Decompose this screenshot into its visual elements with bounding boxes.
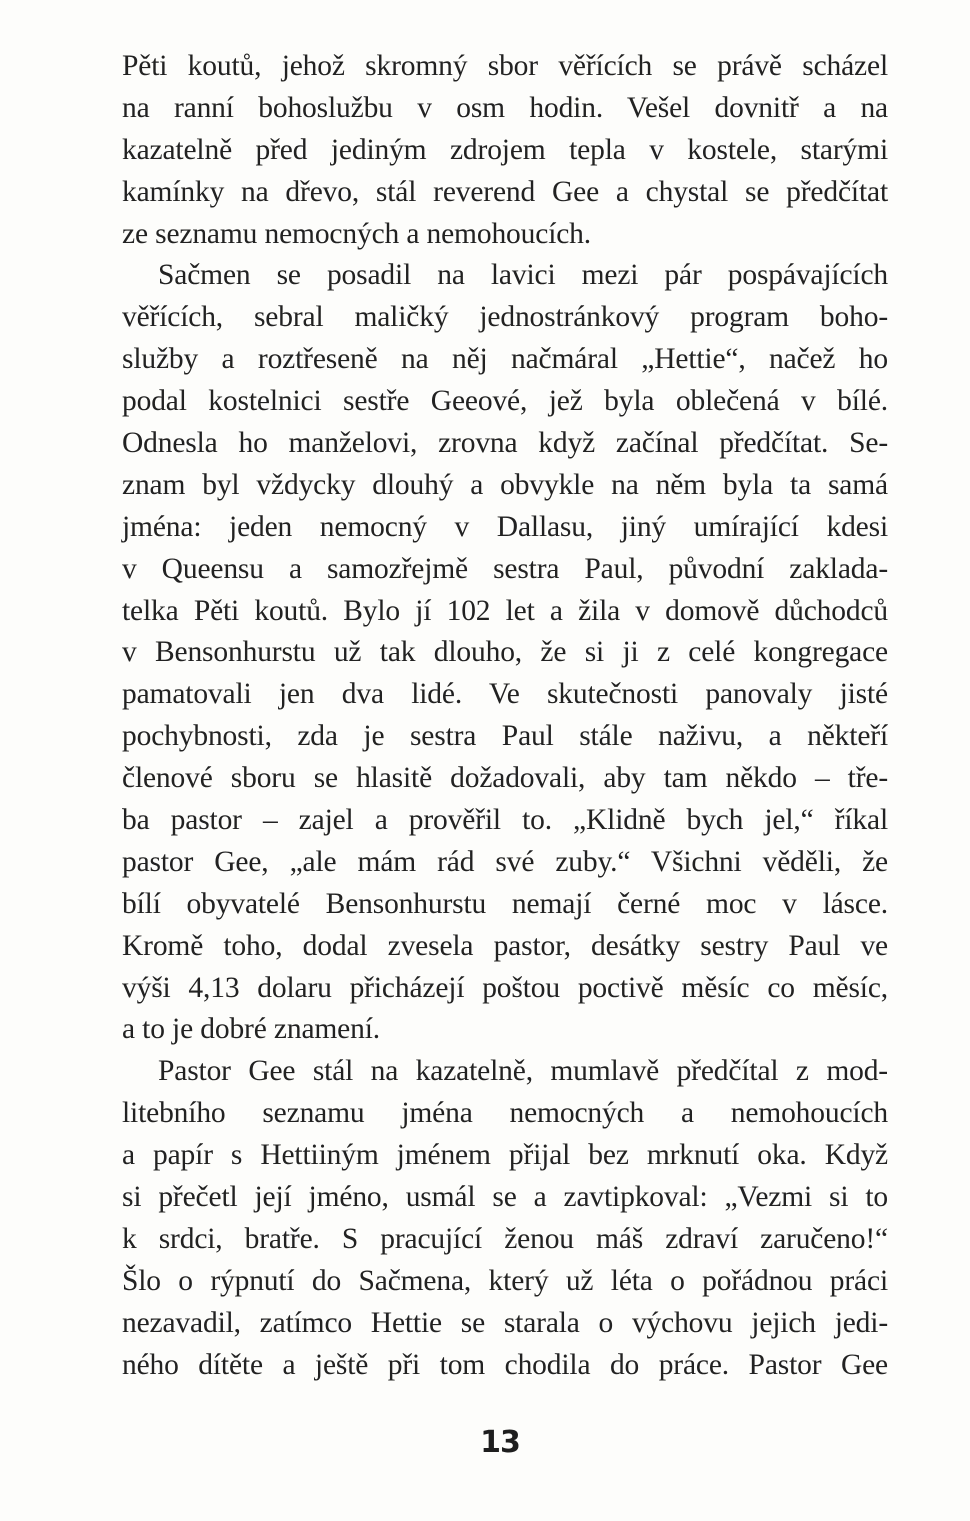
text-line: Kromě toho, dodal zvesela pastor, desátky sestry Paul ve [122, 929, 888, 962]
text-line: k srdci, bratře. S pracující ženou máš zdraví zaručeno!“ [122, 1222, 888, 1255]
text-line: výši 4,13 dolaru přicházejí poštou poctivě měsíc co měsíc, [122, 971, 888, 1004]
text-line: kazatelně před jediným zdrojem tepla v kostele, starými [122, 133, 888, 166]
paragraph-first-line: Pastor Gee stál na kazatelně, mumlavě předčítal z mod- [158, 1055, 888, 1088]
text-line: členové sboru se hlasitě dožadovali, aby tam někdo – tře- [122, 762, 888, 795]
text-line: jména: jeden nemocný v Dallasu, jiný umírající kdesi [122, 510, 888, 543]
text-line: nezavadil, zatímco Hettie se starala o výchovu jejich jedi- [122, 1306, 888, 1339]
text-line: pochybnosti, zda je sestra Paul stále naživu, a někteří [122, 720, 888, 753]
text-line: znam byl vždycky dlouhý a obvykle na něm byla ta samá [122, 468, 888, 501]
text-line: Šlo o rýpnutí do Sačmena, který už léta o pořádnou práci [122, 1264, 888, 1297]
text-line: věřících, sebral maličký jednostránkový program boho- [122, 301, 888, 334]
text-line: Odnesla ho manželovi, zrovna když začínal předčítat. Se- [122, 427, 888, 460]
text-line: a to je dobré znamení. [122, 1013, 380, 1046]
text-line: pastor Gee, „ale mám rád své zuby.“ Všichni věděli, že [122, 845, 888, 878]
text-line: v Queensu a samozřejmě sestra Paul, původní zaklada- [122, 552, 888, 585]
text-line: si přečetl její jméno, usmál se a zavtipkoval: „Vezmi si to [122, 1181, 888, 1214]
text-line: služby a roztřeseně na něj načmáral „Hettie“, načež ho [122, 343, 888, 376]
text-line: litebního seznamu jména nemocných a nemohoucích [122, 1097, 888, 1130]
text-line: ba pastor – zajel a prověřil to. „Klidně bych jel,“ říkal [122, 804, 888, 837]
text-line: kamínky na dřevo, stál reverend Gee a chystal se předčítat [122, 175, 888, 208]
text-line: podal kostelnici sestře Geeové, jež byla oblečená v bílé. [122, 385, 888, 418]
text-line: v Bensonhurstu už tak dlouho, že si ji z celé kongregace [122, 636, 888, 669]
text-line: ze seznamu nemocných a nemohoucích. [122, 217, 592, 250]
body-text [122, 46, 888, 1387]
text-line: ného dítěte a ještě při tom chodila do práce. Pastor Gee [122, 1348, 888, 1381]
page-number: 13 [480, 1425, 520, 1460]
text-line: Pěti koutů, jehož skromný sbor věřících se právě scházel [122, 50, 888, 82]
text-line: na ranní bohoslužbu v osm hodin. Vešel dovnitř a na [122, 91, 888, 124]
paragraph-first-line: Sačmen se posadil na lavici mezi pár pospávajících [158, 259, 888, 292]
text-line: telka Pěti koutů. Bylo jí 102 let a žila v domově důchodců [122, 594, 888, 627]
text-line: bílí obyvatelé Bensonhurstu nemají černé moc v lásce. [122, 887, 888, 920]
text-line: pamatovali jen dva lidé. Ve skutečnosti panovaly jisté [122, 678, 888, 711]
text-line: a papír s Hettiiným jménem přijal bez mrknutí oka. Když [122, 1139, 888, 1172]
